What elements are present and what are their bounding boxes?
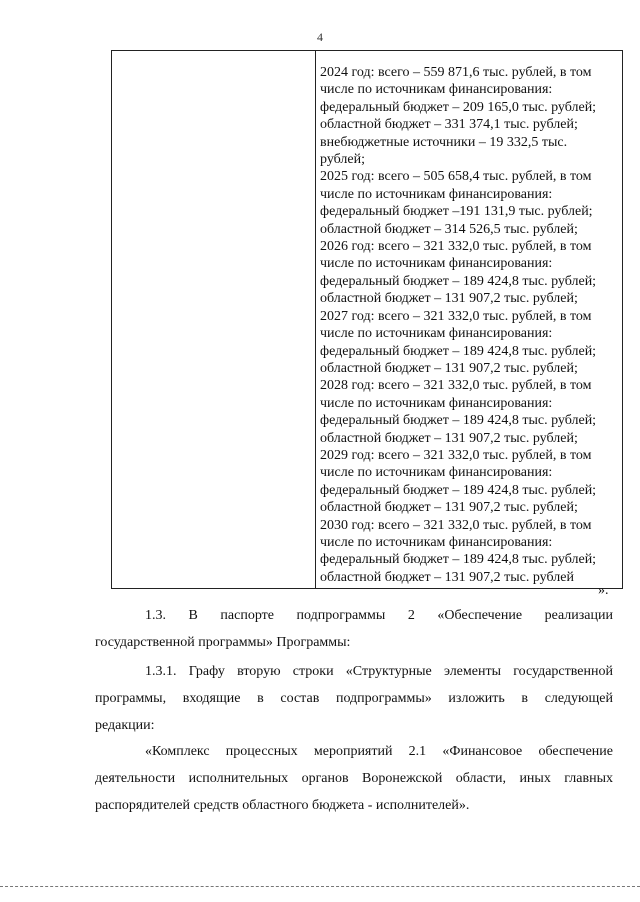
paragraph-line: «Комплекс процессных мероприятий 2.1 «Финансовое обеспечение	[145, 744, 613, 759]
funding-line: 2030 год: всего – 321 332,0 тыс. рублей, в том	[320, 517, 592, 533]
funding-line: федеральный бюджет – 189 424,8 тыс. рублей;	[320, 482, 597, 498]
funding-line: числе по источникам финансирования:	[320, 395, 553, 411]
paragraph-line: распорядителей средств областного бюджета - исполнителей».	[95, 798, 470, 813]
paragraph-line: 1.3. В паспорте подпрограммы 2 «Обеспечение реализации	[145, 608, 613, 623]
paragraph-line: программы, входящие в состав подпрограммы» изложить в следующей	[95, 691, 613, 706]
funding-line: федеральный бюджет – 189 424,8 тыс. рублей;	[320, 273, 597, 289]
funding-line: областной бюджет – 131 907,2 тыс. рублей;	[320, 360, 578, 376]
funding-line: федеральный бюджет –191 131,9 тыс. рублей;	[320, 204, 593, 220]
bottom-divider	[0, 886, 640, 888]
paragraph-1-3-1	[95, 658, 613, 739]
funding-line: федеральный бюджет – 189 424,8 тыс. рублей;	[320, 413, 597, 429]
funding-line: числе по источникам финансирования:	[320, 465, 553, 481]
paragraph-line: редакции:	[95, 718, 155, 733]
funding-line: 2027 год: всего – 321 332,0 тыс. рублей, в том	[320, 308, 592, 324]
funding-line: федеральный бюджет – 189 424,8 тыс. рублей;	[320, 552, 597, 568]
funding-line: внебюджетные источники – 19 332,5 тыс.	[320, 134, 568, 150]
funding-lines	[316, 51, 622, 588]
paragraph-line: деятельности исполнительных органов Воронежской области, иных главных	[95, 771, 613, 786]
paragraph-quote	[95, 738, 613, 819]
funding-line: федеральный бюджет – 189 424,8 тыс. рублей;	[320, 343, 597, 359]
paragraph-1-3	[95, 602, 613, 656]
funding-line: числе по источникам финансирования:	[320, 82, 553, 98]
closing-quote: ».	[598, 583, 609, 598]
funding-line: областной бюджет – 131 907,2 тыс. рублей;	[320, 430, 578, 446]
funding-line: числе по источникам финансирования:	[320, 534, 553, 550]
page-number: 4	[317, 30, 323, 44]
funding-line: федеральный бюджет – 209 165,0 тыс. рублей;	[320, 99, 597, 115]
funding-line: числе по источникам финансирования:	[320, 186, 553, 202]
funding-line: числе по источникам финансирования:	[320, 326, 553, 342]
paragraph-line: государственной программы» Программы:	[95, 635, 351, 650]
funding-line: областной бюджет – 314 526,5 тыс. рублей;	[320, 221, 578, 237]
funding-line: 2025 год: всего – 505 658,4 тыс. рублей, в том	[320, 169, 592, 185]
funding-line: 2028 год: всего – 321 332,0 тыс. рублей, в том	[320, 378, 592, 394]
table-cell-funding	[316, 51, 623, 589]
table-row	[112, 51, 623, 589]
funding-table	[111, 50, 623, 589]
paragraph-line: 1.3.1. Графу вторую строки «Структурные элементы государственной	[145, 664, 613, 679]
table-cell-label	[112, 51, 316, 589]
funding-line: 2024 год: всего – 559 871,6 тыс. рублей, в том	[320, 65, 592, 80]
funding-line: областной бюджет – 131 907,2 тыс. рублей;	[320, 291, 578, 307]
funding-line: числе по источникам финансирования:	[320, 256, 553, 272]
funding-line: областной бюджет – 131 907,2 тыс. рублей;	[320, 500, 578, 516]
funding-line: 2029 год: всего – 321 332,0 тыс. рублей, в том	[320, 447, 592, 463]
funding-line: областной бюджет – 331 374,1 тыс. рублей;	[320, 117, 578, 133]
funding-line: 2026 год: всего – 321 332,0 тыс. рублей, в том	[320, 239, 592, 255]
funding-line: областной бюджет – 131 907,2 тыс. рублей	[320, 569, 574, 585]
funding-line: рублей;	[320, 152, 365, 168]
